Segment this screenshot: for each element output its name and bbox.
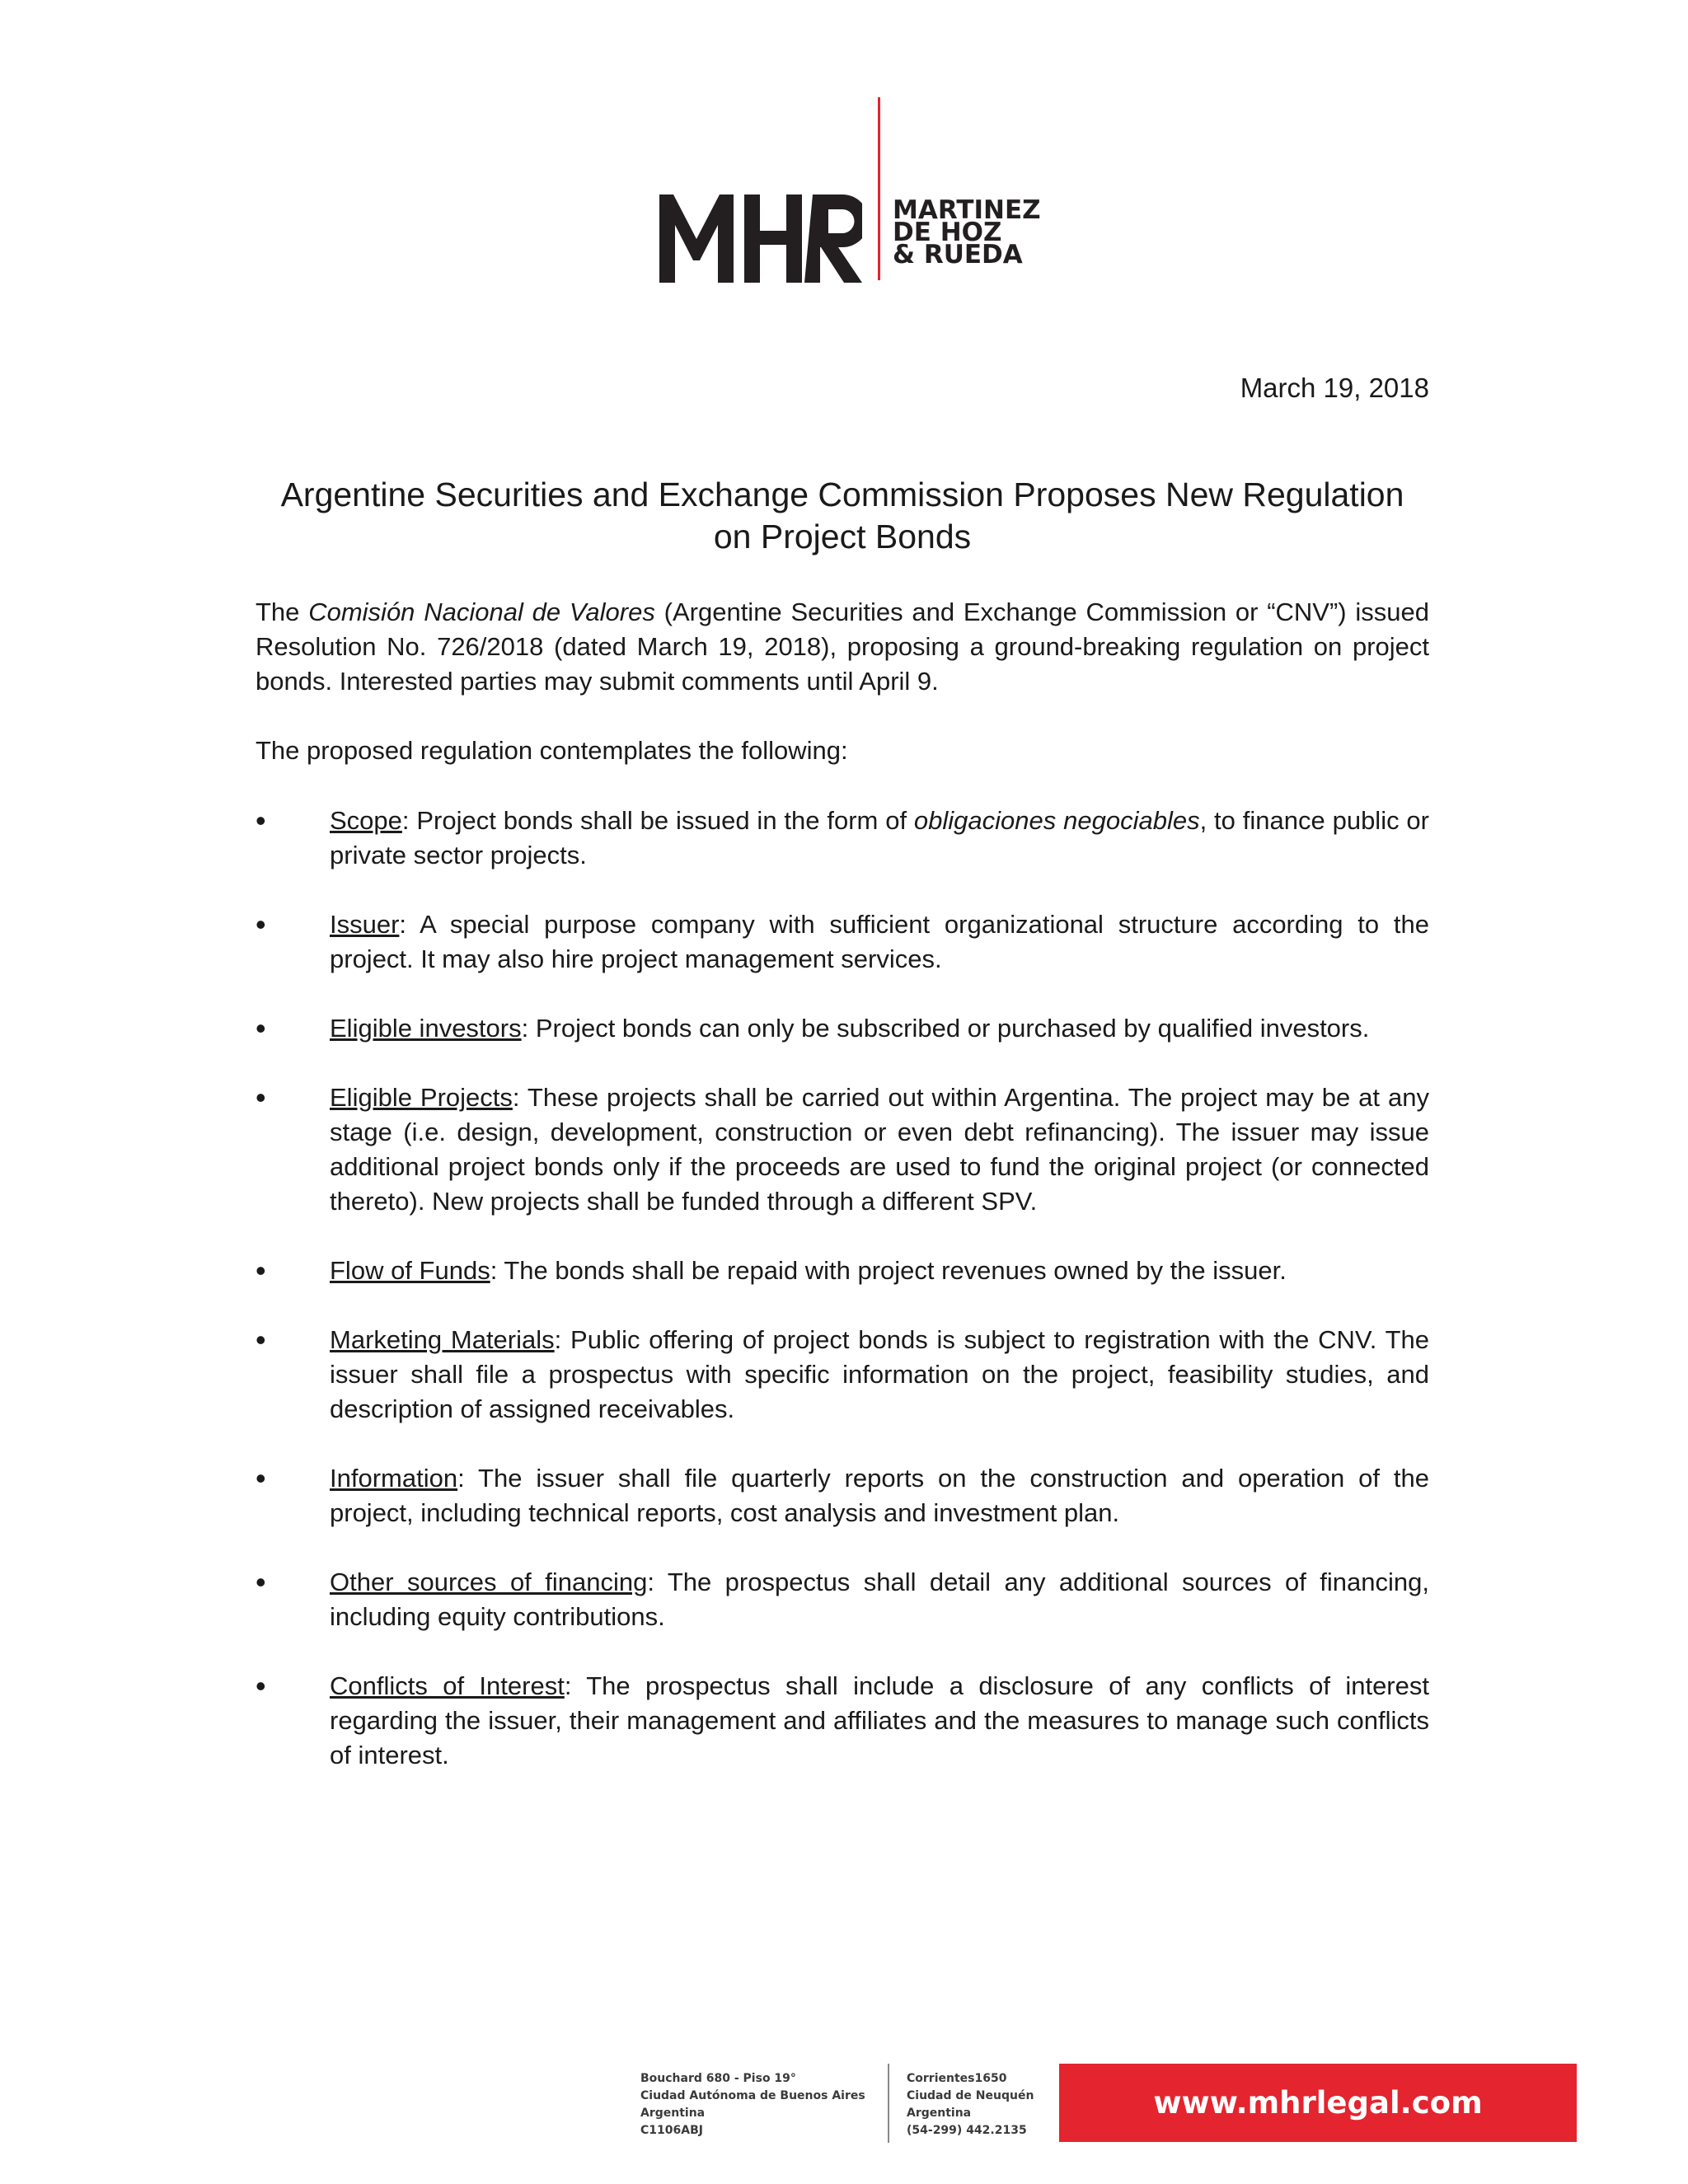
website-banner [1059, 2064, 1577, 2142]
bullet-term: Other sources of financing [330, 1568, 648, 1596]
list-item [256, 1011, 1429, 1046]
page-footer [639, 2064, 1577, 2142]
firm-name [893, 195, 1041, 269]
title-line: on Project Bonds [713, 518, 972, 555]
bullet-term: Issuer [330, 910, 400, 939]
bullet-icon: • [256, 1323, 266, 1357]
bullet-term: Information [330, 1464, 458, 1493]
footer-divider [888, 2064, 889, 2143]
lead-in-paragraph: The proposed regulation contemplates the following: [256, 736, 848, 765]
firm-logo [659, 97, 1041, 287]
bullet-term: Eligible Projects [330, 1083, 513, 1112]
bullet-term: Scope [330, 806, 402, 835]
bullet-icon: • [256, 907, 266, 941]
firm-name-line: DE HOZ [893, 218, 1002, 247]
bullet-icon: • [256, 1254, 266, 1287]
list-item [256, 1254, 1429, 1288]
list-item [256, 1461, 1429, 1530]
bullet-term: Eligible investors [330, 1014, 522, 1043]
list-item [256, 907, 1429, 977]
address-line: Argentina [640, 2107, 706, 2120]
list-item [256, 1669, 1429, 1773]
bullet-term: Marketing Materials [330, 1325, 555, 1354]
bullet-icon: • [256, 804, 266, 837]
bullet-text: : Public offering of project bonds is subject to registration with the CNV. The issuer shall file a prospectus with specific information on the project, feasibility studies, and description of assigned receivables. [330, 1325, 1429, 1423]
bullet-text: : The bonds shall be repaid with project revenues owned by the issuer. [490, 1256, 1287, 1285]
website-link[interactable]: www.mhrlegal.com [1153, 2085, 1483, 2121]
bullet-text: : Project bonds shall be issued in the form of [401, 806, 914, 835]
bullet-text: : These projects shall be carried out within Argentina. The project may be at any stage (i.e. design, development, construction or even debt refinancing). The issuer may issue additional project bonds only if the proceeds are used to fund the original project (or connected thereto). New projects shall be funded through a different SPV. [330, 1083, 1429, 1216]
bullet-text: : The prospectus shall include a disclosure of any conflicts of interest regarding the issuer, their management and affiliates and the measures to manage such conflicts of interest. [330, 1671, 1429, 1769]
address-line: Bouchard 680 - Piso 19° [640, 2072, 796, 2085]
document-date: March 19, 2018 [1240, 373, 1429, 403]
firm-name-line: & RUEDA [893, 240, 1023, 269]
bullet-icon: • [256, 1461, 266, 1495]
address-line: (54-299) 442.2135 [907, 2124, 1027, 2137]
list-item [256, 1080, 1429, 1219]
mhr-monogram-icon [659, 188, 862, 283]
document-title [256, 474, 1429, 558]
bullet-icon: • [256, 1011, 266, 1045]
bullet-text: : A special purpose company with sufficient organizational structure according to the project. It may also hire project management services. [330, 910, 1429, 973]
address-line: Corrientes1650 [907, 2072, 1007, 2085]
list-item [256, 1565, 1429, 1634]
bullet-text: , to finance public or private sector projects. [330, 806, 1429, 869]
bullet-icon: • [256, 1565, 266, 1599]
office-address-buenos-aires [640, 2070, 865, 2139]
address-line: C1106ABJ [640, 2124, 703, 2137]
provisions-list [256, 804, 1429, 1807]
bullet-text: : Project bonds can only be subscribed or purchased by qualified investors. [521, 1014, 1370, 1043]
title-line: Argentine Securities and Exchange Commission Proposes New Regulation [280, 476, 1404, 513]
bullet-text: : The issuer shall file quarterly reports on the construction and operation of the project, including technical reports, cost analysis and investment plan. [330, 1464, 1429, 1527]
intro-text: The [256, 598, 309, 626]
list-item [256, 1323, 1429, 1427]
bullet-italic: obligaciones negociables [913, 806, 1200, 835]
bullet-text: : The prospectus shall detail any additional sources of financing, including equity contributions. [330, 1568, 1430, 1631]
address-line: Ciudad de Neuquén [907, 2089, 1034, 2102]
logo-divider [878, 97, 880, 280]
list-item [256, 804, 1429, 873]
bullet-term: Flow of Funds [330, 1256, 490, 1285]
address-line: Argentina [907, 2107, 972, 2120]
office-address-neuquen [907, 2070, 1034, 2139]
intro-text: (Argentine Securities and Exchange Commission or “CNV”) issued Resolution No. 726/2018 (dated March 19, 2018), proposing a ground-breaking regulation on project bonds. Interested parties may submit comments until April 9. [256, 598, 1430, 696]
bullet-term: Conflicts of Interest [330, 1671, 565, 1700]
agency-name: Comisión Nacional de Valores [308, 598, 655, 626]
address-line: Ciudad Autónoma de Buenos Aires [640, 2089, 865, 2102]
bullet-icon: • [256, 1080, 266, 1114]
bullet-icon: • [256, 1669, 266, 1703]
firm-name-line: MARTINEZ [893, 195, 1041, 225]
intro-paragraph [256, 595, 1429, 699]
